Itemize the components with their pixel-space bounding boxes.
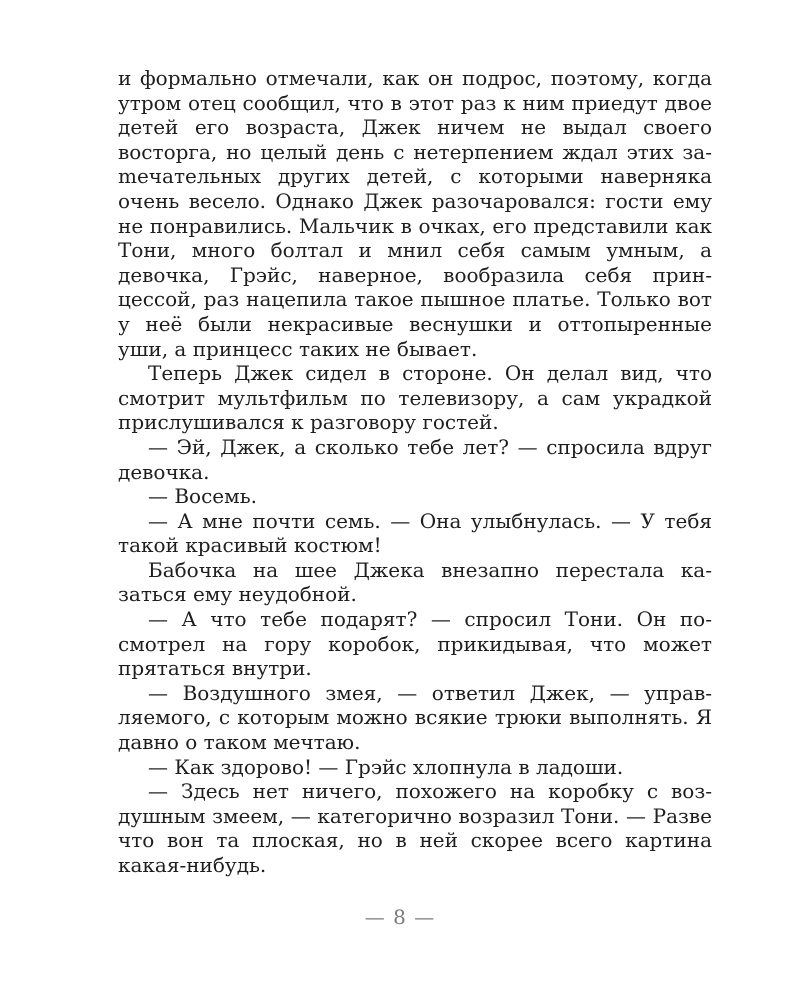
paragraph: — А что тебе подарят? — спросил Тони. Он посмотрел на гору коробок, прикидывая, что может прятаться внутри. <box>118 607 712 681</box>
paragraph: — А мне почти семь. — Она улыбнулась. — У тебя такой красивый костюм! <box>118 508 712 558</box>
paragraph: — Эй, Джек, а сколько тебе лет? — спросила вдруг девочка. <box>118 434 712 484</box>
paragraph: — Здесь нет ничего, похожего на коробку с воздушным змеем, — категорично возразил Тони. — Разве что вон та плоская, но в ней скорее всего картина какая-нибудь. <box>118 779 712 877</box>
paragraph: Бабочка на шее Джека внезапно перестала казаться ему неудобной. <box>118 557 712 607</box>
page-number: — 8 — <box>364 905 436 929</box>
book-page-text <box>118 66 712 878</box>
paragraph: и формально отмечали, как он подрос, поэтому, когда утром отец сообщил, что в этот раз к ним приедут двое детей его возраста, Джек ничем не выдал своего восторга, но целый день с нетерпением ждал этих заmечательных других детей, с которыми наверняка очень весело. Однако Джек разочаровался: гости ему не понравились. Мальчик в очках, его представили как Тони, много болтал и мнил себя самым умным, а девочка, Грэйс, наверное, вообразила себя принцессой, раз нацепила такое пышное платье. Только вот у неё были некрасивые веснушки и оттопыренные уши, а принцесс таких не бывает. <box>118 66 712 361</box>
paragraph: — Как здорово! — Грэйс хлопнула в ладоши. <box>148 754 624 779</box>
paragraph: Теперь Джек сидел в стороне. Он делал вид, что смотрит мультфильм по телевизору, а сам украдкой прислушивался к разговору гостей. <box>118 361 712 435</box>
paragraph: — Воздушного змея, — ответил Джек, — управляемого, с которым можно всякие трюки выполнять. Я давно о таком мечтаю. <box>118 680 712 755</box>
paragraph: — Восемь. <box>148 484 257 509</box>
